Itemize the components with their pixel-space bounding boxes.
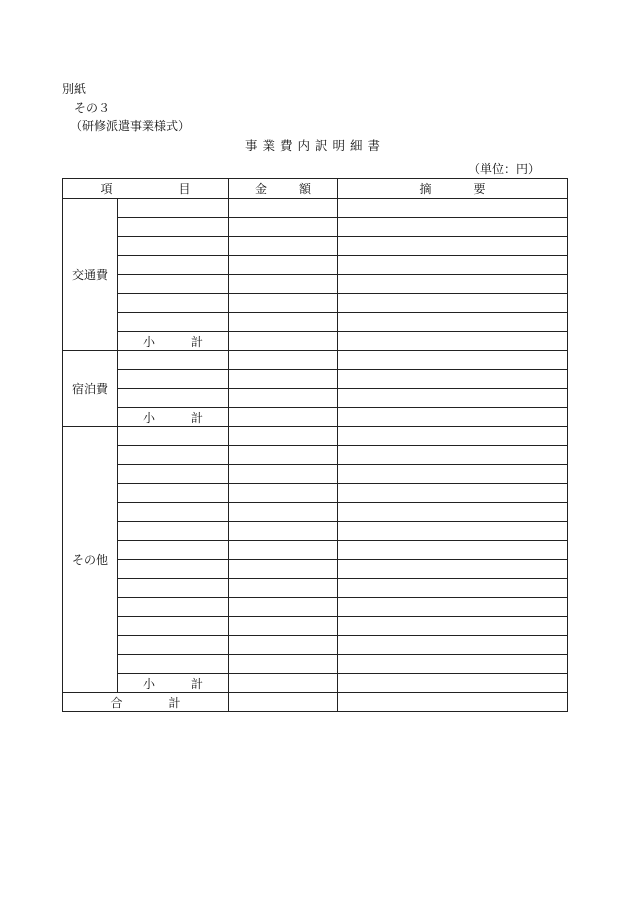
table-row xyxy=(63,503,568,522)
item-cell[interactable] xyxy=(118,313,229,332)
total-amount-cell[interactable] xyxy=(229,693,338,712)
amount-column-header: 金 額 xyxy=(229,179,338,199)
amount-cell[interactable] xyxy=(229,389,338,408)
summary-cell[interactable] xyxy=(338,541,568,560)
amount-cell[interactable] xyxy=(229,522,338,541)
item-cell[interactable] xyxy=(118,275,229,294)
unit-label: （単位：円） xyxy=(467,162,540,176)
table-row xyxy=(63,598,568,617)
amount-cell[interactable] xyxy=(229,370,338,389)
amount-cell[interactable] xyxy=(229,237,338,256)
subtotal-label: 小 計 xyxy=(118,408,229,427)
summary-cell[interactable] xyxy=(338,636,568,655)
summary-column-header: 摘 要 xyxy=(338,179,568,199)
table-row xyxy=(63,370,568,389)
amount-cell[interactable] xyxy=(229,446,338,465)
item-cell[interactable] xyxy=(118,218,229,237)
summary-cell[interactable] xyxy=(338,256,568,275)
subtotal-summary-cell[interactable] xyxy=(338,332,568,351)
item-cell[interactable] xyxy=(118,560,229,579)
summary-cell[interactable] xyxy=(338,237,568,256)
summary-cell[interactable] xyxy=(338,313,568,332)
item-cell[interactable] xyxy=(118,256,229,275)
item-cell[interactable] xyxy=(118,199,229,218)
subtotal-row xyxy=(63,674,568,693)
summary-cell[interactable] xyxy=(338,446,568,465)
table-row xyxy=(63,446,568,465)
item-cell[interactable] xyxy=(118,446,229,465)
category-label: その他 xyxy=(63,427,118,693)
subtotal-amount-cell[interactable] xyxy=(229,674,338,693)
table-row xyxy=(63,294,568,313)
category-label: 交通費 xyxy=(63,199,118,351)
table-row xyxy=(63,636,568,655)
item-cell[interactable] xyxy=(118,370,229,389)
summary-cell[interactable] xyxy=(338,427,568,446)
summary-cell[interactable] xyxy=(338,389,568,408)
table-row xyxy=(63,351,568,370)
summary-cell[interactable] xyxy=(338,617,568,636)
summary-cell[interactable] xyxy=(338,579,568,598)
amount-cell[interactable] xyxy=(229,598,338,617)
item-cell[interactable] xyxy=(118,617,229,636)
amount-cell[interactable] xyxy=(229,427,338,446)
table-row xyxy=(63,237,568,256)
amount-cell[interactable] xyxy=(229,503,338,522)
table-row xyxy=(63,275,568,294)
total-row xyxy=(63,693,568,712)
summary-cell[interactable] xyxy=(338,522,568,541)
item-cell[interactable] xyxy=(118,389,229,408)
amount-cell[interactable] xyxy=(229,560,338,579)
amount-cell[interactable] xyxy=(229,199,338,218)
item-cell[interactable] xyxy=(118,427,229,446)
table-row xyxy=(63,560,568,579)
table-row xyxy=(63,199,568,218)
table-row xyxy=(63,522,568,541)
summary-cell[interactable] xyxy=(338,655,568,674)
item-cell[interactable] xyxy=(118,351,229,370)
summary-cell[interactable] xyxy=(338,370,568,389)
header-row xyxy=(63,179,568,199)
table-row xyxy=(63,389,568,408)
document-title: 事業費内訳明細書 xyxy=(244,138,385,153)
table-row xyxy=(63,427,568,446)
total-label: 合 計 xyxy=(63,693,229,712)
amount-cell[interactable] xyxy=(229,484,338,503)
subtotal-label: 小 計 xyxy=(118,332,229,351)
item-cell[interactable] xyxy=(118,522,229,541)
attachment-number: その３ xyxy=(74,101,111,115)
item-cell[interactable] xyxy=(118,636,229,655)
table-row xyxy=(63,617,568,636)
format-label: （研修派遣事業様式） xyxy=(70,119,191,133)
amount-cell[interactable] xyxy=(229,465,338,484)
summary-cell[interactable] xyxy=(338,294,568,313)
item-cell[interactable] xyxy=(118,465,229,484)
table-row xyxy=(63,579,568,598)
amount-cell[interactable] xyxy=(229,655,338,674)
category-label: 宿泊費 xyxy=(63,351,118,427)
subtotal-label: 小 計 xyxy=(118,674,229,693)
amount-cell[interactable] xyxy=(229,256,338,275)
summary-cell[interactable] xyxy=(338,275,568,294)
summary-cell[interactable] xyxy=(338,598,568,617)
item-cell[interactable] xyxy=(118,503,229,522)
item-cell[interactable] xyxy=(118,579,229,598)
table-row xyxy=(63,218,568,237)
subtotal-amount-cell[interactable] xyxy=(229,408,338,427)
item-cell[interactable] xyxy=(118,294,229,313)
amount-cell[interactable] xyxy=(229,351,338,370)
summary-cell[interactable] xyxy=(338,484,568,503)
amount-cell[interactable] xyxy=(229,294,338,313)
item-cell[interactable] xyxy=(118,655,229,674)
summary-cell[interactable] xyxy=(338,199,568,218)
subtotal-row xyxy=(63,332,568,351)
summary-cell[interactable] xyxy=(338,218,568,237)
subtotal-summary-cell[interactable] xyxy=(338,674,568,693)
amount-cell[interactable] xyxy=(229,636,338,655)
table-row xyxy=(63,465,568,484)
item-column-header: 項 目 xyxy=(63,179,229,199)
item-cell[interactable] xyxy=(118,237,229,256)
table-row xyxy=(63,313,568,332)
summary-cell[interactable] xyxy=(338,351,568,370)
amount-cell[interactable] xyxy=(229,275,338,294)
attachment-label: 別紙 xyxy=(62,82,87,96)
expense-table xyxy=(62,178,568,712)
table-row xyxy=(63,541,568,560)
table-row xyxy=(63,256,568,275)
summary-cell[interactable] xyxy=(338,465,568,484)
subtotal-row xyxy=(63,408,568,427)
total-summary-cell[interactable] xyxy=(338,693,568,712)
summary-cell[interactable] xyxy=(338,560,568,579)
table-row xyxy=(63,484,568,503)
amount-cell[interactable] xyxy=(229,218,338,237)
amount-cell[interactable] xyxy=(229,541,338,560)
item-cell[interactable] xyxy=(118,541,229,560)
amount-cell[interactable] xyxy=(229,579,338,598)
item-cell[interactable] xyxy=(118,484,229,503)
subtotal-summary-cell[interactable] xyxy=(338,408,568,427)
subtotal-amount-cell[interactable] xyxy=(229,332,338,351)
amount-cell[interactable] xyxy=(229,617,338,636)
table-row xyxy=(63,655,568,674)
amount-cell[interactable] xyxy=(229,313,338,332)
summary-cell[interactable] xyxy=(338,503,568,522)
item-cell[interactable] xyxy=(118,598,229,617)
